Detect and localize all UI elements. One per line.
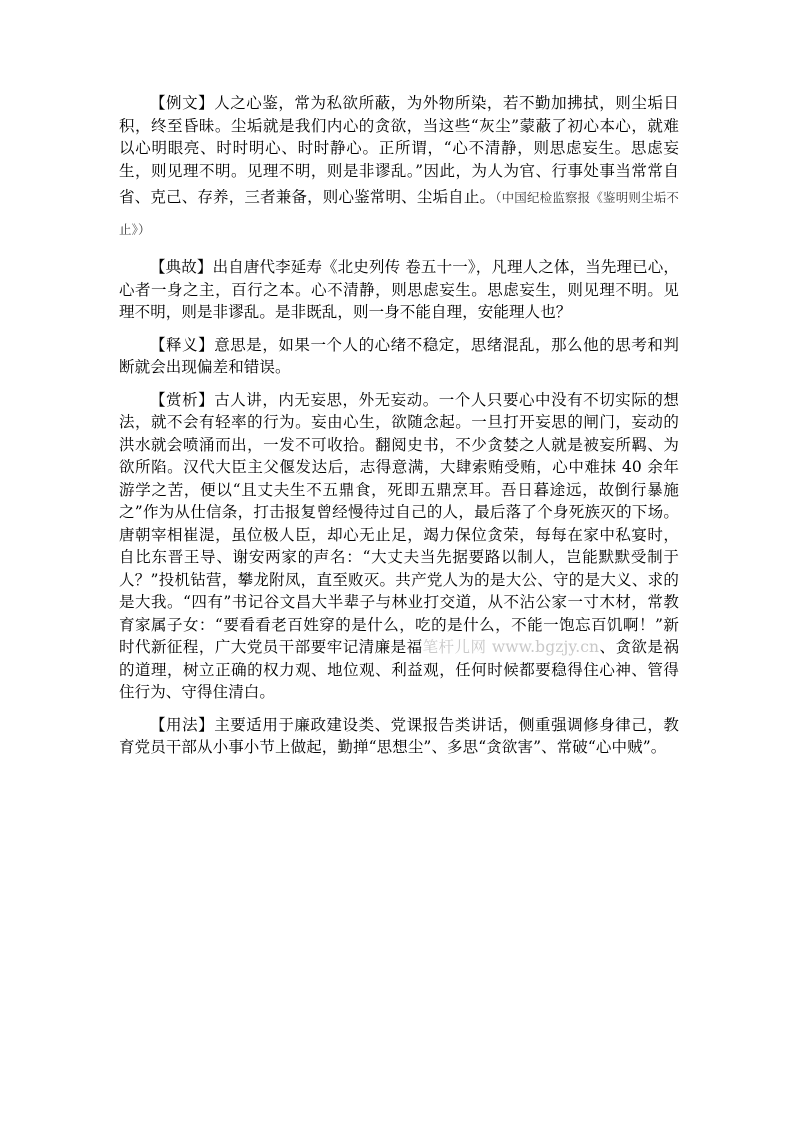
meaning-tag: 【释义】: [150, 335, 215, 354]
analysis-paragraph: [119, 389, 679, 704]
usage-text: 主要适用于廉政建设类、党课报告类讲话，侧重强调修身律己，教育党员干部从小事小节上做起，勤掸“思想尘”、多思“贪欲害”、常破“心中贼”。: [119, 715, 680, 756]
allusion-text: 出自唐代李延寿《北史列传 卷五十一》，凡理人之体，当先理已心，心者一身之主，百行之本。心不清静，则思虑妄生。思虑妄生，则见理不明。见理不明，则是非谬乱。是非既乱，则一身不能自理，安能理人也？: [119, 258, 679, 321]
example-tag: 【例文】: [150, 94, 215, 112]
analysis-text: 古人讲，内无妄思，外无妄动。一个人只要心中没有不切实际的想法，就不会有轻率的行为。妄由心生，欲随念起。一旦打开妄思的闸门，妄动的洪水就会喷涌而出，一发不可收拾。翻阅史书，不少贪婪之人就是被妄所羁、为欲所陷。汉代大臣主父偃发达后，志得意满，大肆索贿受贿，心中难抹 40 余年游学之苦，便以“且丈夫生不五鼎食，死即五鼎烹耳。吾日暮途远，故倒行暴施之”作为从仕信条，打击报复曾经慢待过自己的人，最后落了个身死族灭的下场。唐朝宰相崔湜，虽位极人臣，却心无止足，竭力保位贪荣，每每在家中私宴时，自比东晋王导、谢安两家的声名：“大丈夫当先据要路以制人，岂能默默受制于人？”投机钻营，攀龙附凤，直至败灭。共产党人为的是大公、守的是大义、求的是大我。“四有”书记谷文昌大半辈子与林业打交道，从不沾公家一寸木材，常教育家属子女：“要看看老百姓穿的是什么，吃的是什么，不能一饱忘百饥啊！”新时代新征程，广大党员干部要牢记清廉是福: [119, 390, 680, 656]
example-text: 人之心鉴，常为私欲所蔽，为外物所染，若不勤加拂拭，则尘垢日积，终至昏昧。尘垢就是我们内心的贪欲，当这些“灰尘”蒙蔽了初心本心，就难以心明眼亮、时时明心、时时静心。正所谓，“心不清静，则思虑妄生。思虑妄生，则见理不明。见理不明，则是非谬乱。”因此，为人为官、行事处事当常常自省、克己、存养，三者兼备，则心鉴常明、尘垢自止。: [119, 94, 680, 206]
document-body: [119, 92, 679, 769]
analysis-text-continued: 、贪欲是祸的道理，树立正确的权力观、地位观、利益观，任何时候都要稳得住心神、管得住行为、守得住清白。: [119, 638, 679, 701]
watermark-text: 笔杆儿网 www.bgzjy.cn: [422, 638, 600, 656]
allusion-tag: 【典故】: [150, 258, 213, 276]
meaning-paragraph: [119, 334, 679, 379]
example-paragraph: [119, 92, 679, 246]
usage-paragraph: [119, 714, 679, 759]
allusion-paragraph: [119, 256, 679, 324]
analysis-tag: 【赏析】: [150, 390, 215, 409]
meaning-text: 意思是，如果一个人的心绪不稳定，思绪混乱，那么他的思考和判断就会出现偏差和错误。: [119, 335, 680, 376]
example-source: （中国纪检监察报《鉴明则尘垢不止》）: [119, 190, 679, 237]
usage-tag: 【用法】: [150, 715, 215, 734]
